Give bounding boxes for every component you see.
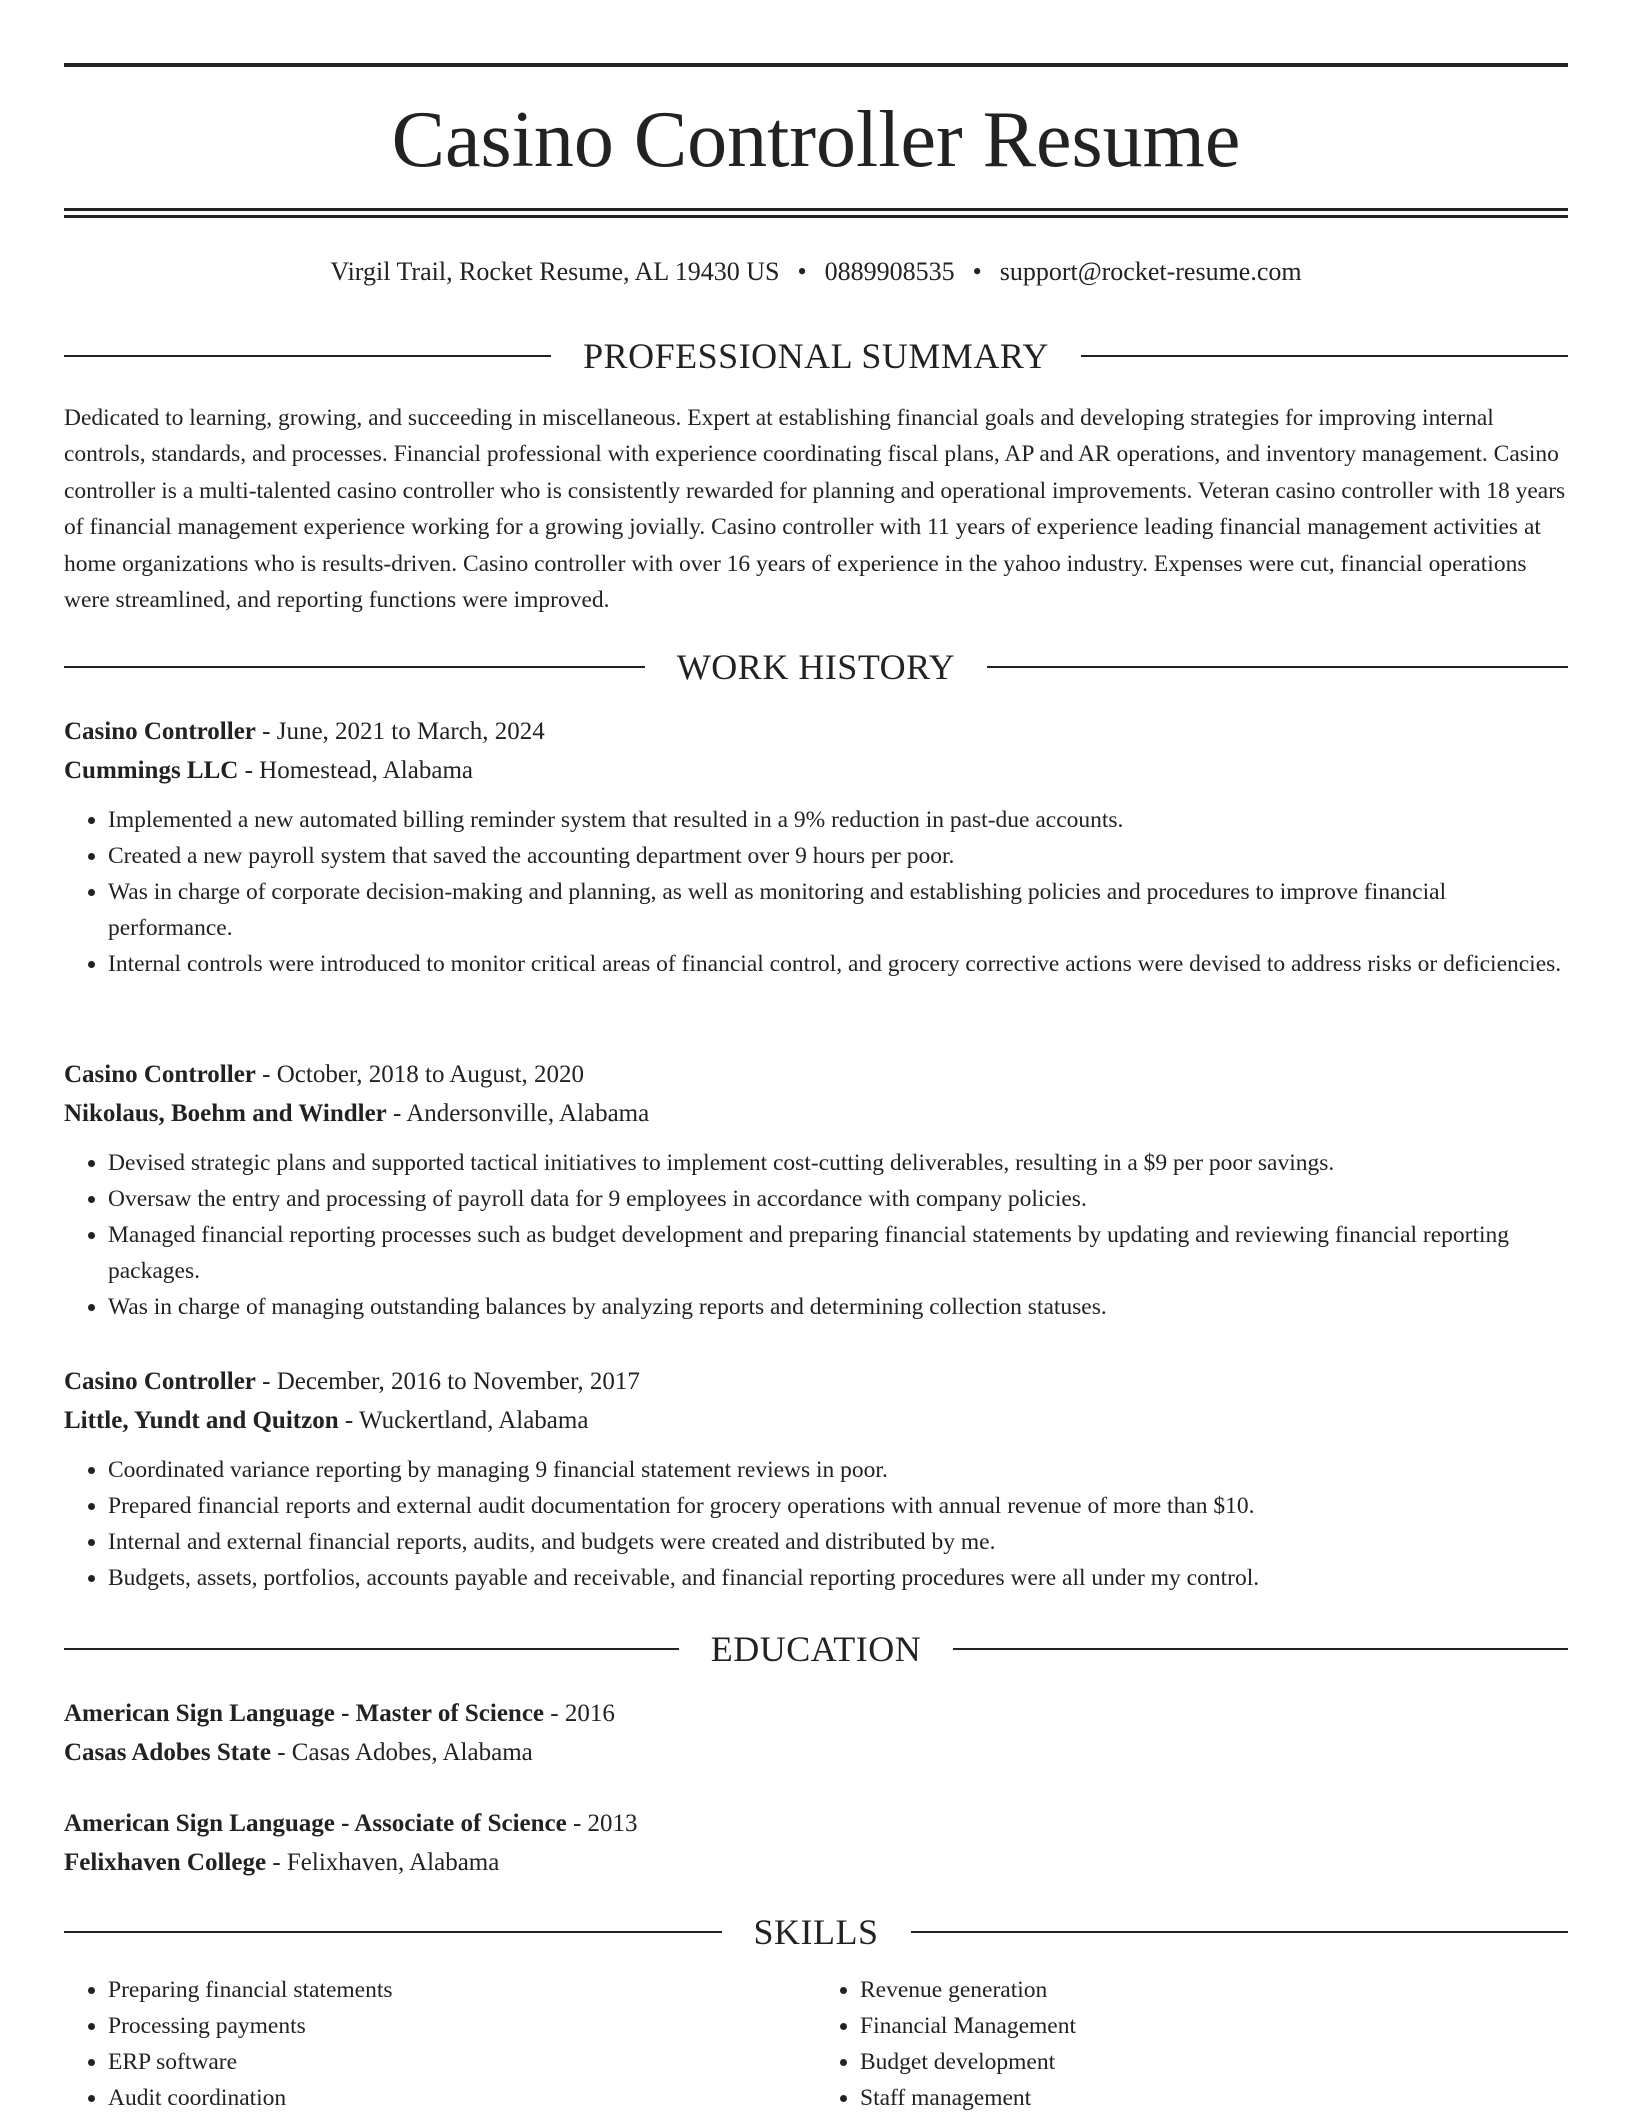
education-degree-line bbox=[64, 1804, 1568, 1843]
education-degree: American Sign Language - Master of Science bbox=[64, 1700, 545, 1727]
section-rule bbox=[987, 666, 1568, 668]
resume-title: Casino Controller Resume bbox=[391, 96, 1241, 184]
skill-item: • Budget development bbox=[860, 2044, 1568, 2080]
section-header-education bbox=[64, 1627, 1568, 1671]
job-dates: - October, 2018 to August, 2020 bbox=[255, 1061, 585, 1088]
section-rule bbox=[911, 1931, 1569, 1933]
job-company: Nikolaus, Boehm and Windler bbox=[64, 1100, 387, 1127]
section-header-work-history bbox=[64, 645, 1568, 689]
job-entry bbox=[64, 1055, 1568, 1325]
section-rule bbox=[953, 1648, 1568, 1650]
job-bullet: • Was in charge of corporate decision-making and planning, as well as monitoring and establishing policies and procedures to improve financial performance. bbox=[108, 874, 1568, 946]
skill-item: • Revenue generation bbox=[860, 1972, 1568, 2008]
section-rule bbox=[64, 355, 551, 357]
skill-item: • Processing payments bbox=[108, 2008, 816, 2044]
education-location: - Casas Adobes, Alabama bbox=[270, 1739, 533, 1766]
job-bullet: • Created a new payroll system that saved the accounting department over 9 hours per poor. bbox=[108, 838, 1568, 874]
job-bullet: • Budgets, assets, portfolios, accounts payable and receivable, and financial reporting procedures were all under my control. bbox=[108, 1560, 1568, 1596]
section-rule bbox=[64, 1648, 679, 1650]
skill-item: • Audit coordination bbox=[108, 2080, 816, 2116]
job-company-line bbox=[64, 1094, 1568, 1133]
education-entry bbox=[64, 1694, 1568, 1772]
contact-phone: 0889908535 bbox=[824, 257, 955, 286]
job-title-line bbox=[64, 712, 1568, 751]
job-bullet: • Internal and external financial reports, audits, and budgets were created and distributed by me. bbox=[108, 1524, 1568, 1560]
job-location: - Wuckertland, Alabama bbox=[338, 1407, 589, 1434]
education-location: - Felixhaven, Alabama bbox=[266, 1849, 500, 1876]
job-title-line bbox=[64, 1055, 1568, 1094]
job-dates: - June, 2021 to March, 2024 bbox=[255, 718, 545, 745]
section-title: PROFESSIONAL SUMMARY bbox=[583, 336, 1049, 376]
job-bullet: • Was in charge of managing outstanding balances by analyzing reports and determining collection statuses. bbox=[108, 1289, 1568, 1325]
education-school-line bbox=[64, 1843, 1568, 1882]
job-bullets bbox=[64, 802, 1568, 982]
section-header-skills bbox=[64, 1910, 1568, 1954]
contact-address: Virgil Trail, Rocket Resume, AL 19430 US bbox=[330, 257, 780, 286]
job-bullet: • Coordinated variance reporting by managing 9 financial statement reviews in poor. bbox=[108, 1452, 1568, 1488]
job-role: Casino Controller bbox=[64, 718, 256, 745]
job-location: - Andersonville, Alabama bbox=[386, 1100, 650, 1127]
skills-column-right bbox=[816, 1972, 1568, 2116]
education-degree-line bbox=[64, 1694, 1568, 1733]
education-entry bbox=[64, 1804, 1568, 1882]
skill-item: • ERP software bbox=[108, 2044, 816, 2080]
section-rule bbox=[1081, 355, 1568, 357]
job-bullet: • Implemented a new automated billing reminder system that resulted in a 9% reduction in past-due accounts. bbox=[108, 802, 1568, 838]
job-role: Casino Controller bbox=[64, 1061, 256, 1088]
section-header-summary bbox=[64, 334, 1568, 378]
job-entry bbox=[64, 712, 1568, 982]
job-company: Cummings LLC bbox=[64, 757, 239, 784]
summary-paragraph: Dedicated to learning, growing, and succeeding in miscellaneous. Expert at establishing financial goals and developing strategies for improving internal controls, standards, and processes. Financial professional with experience coordinating fiscal plans, AP and AR operations, and inventory management. Casino controller is a multi-talented casino controller who is consistently rewarded for planning and operational improvements. Veteran casino controller with 18 years of financial management experience working for a growing jovially. Casino controller with 11 years of experience leading financial management activities at home organizations who is results-driven. Casino controller with over 16 years of experience in the yahoo industry. Expenses were cut, financial operations were streamlined, and reporting functions were improved. bbox=[64, 405, 1566, 614]
job-role: Casino Controller bbox=[64, 1368, 256, 1395]
job-bullet: • Managed financial reporting processes such as budget development and preparing financial statements by updating and reviewing financial reporting packages. bbox=[108, 1217, 1568, 1289]
education-degree: American Sign Language - Associate of Science bbox=[64, 1810, 567, 1837]
contact-email: support@rocket-resume.com bbox=[999, 257, 1302, 286]
education-year: - 2016 bbox=[544, 1700, 615, 1727]
skill-item: • Preparing financial statements bbox=[108, 1972, 816, 2008]
job-company: Little, Yundt and Quitzon bbox=[64, 1407, 339, 1434]
section-rule bbox=[64, 1931, 722, 1933]
job-bullet: • Internal controls were introduced to monitor critical areas of financial control, and grocery corrective actions were devised to address risks or deficiencies. bbox=[108, 946, 1568, 982]
education-school: Casas Adobes State bbox=[64, 1739, 271, 1766]
section-title: SKILLS bbox=[753, 1912, 879, 1952]
skill-item: • Financial Management bbox=[860, 2008, 1568, 2044]
job-bullets bbox=[64, 1145, 1568, 1325]
job-location: - Homestead, Alabama bbox=[238, 757, 473, 784]
job-dates: - December, 2016 to November, 2017 bbox=[255, 1368, 640, 1395]
contact-line bbox=[64, 254, 1568, 290]
job-bullet: • Prepared financial reports and external audit documentation for grocery operations with annual revenue of more than $10. bbox=[108, 1488, 1568, 1524]
job-bullet: • Oversaw the entry and processing of payroll data for 9 employees in accordance with company policies. bbox=[108, 1181, 1568, 1217]
title-double-rule bbox=[64, 208, 1568, 218]
education-year: - 2013 bbox=[566, 1810, 638, 1837]
education-school-line bbox=[64, 1733, 1568, 1772]
job-company-line bbox=[64, 1401, 1568, 1440]
job-bullets bbox=[64, 1452, 1568, 1596]
job-title-line bbox=[64, 1362, 1568, 1401]
section-title: EDUCATION bbox=[710, 1629, 922, 1669]
education-school: Felixhaven College bbox=[64, 1849, 267, 1876]
section-rule bbox=[64, 666, 645, 668]
job-bullet: • Devised strategic plans and supported tactical initiatives to implement cost-cutting deliverables, resulting in a $9 per poor savings. bbox=[108, 1145, 1568, 1181]
contact-separator: • bbox=[972, 257, 982, 286]
skill-item: • Staff management bbox=[860, 2080, 1568, 2116]
contact-separator: • bbox=[797, 257, 807, 286]
skills-column-left bbox=[64, 1972, 816, 2116]
job-entry bbox=[64, 1362, 1568, 1596]
skills-list bbox=[64, 1972, 1568, 2116]
job-company-line bbox=[64, 751, 1568, 790]
top-rule bbox=[64, 63, 1568, 67]
section-title: WORK HISTORY bbox=[676, 647, 956, 687]
